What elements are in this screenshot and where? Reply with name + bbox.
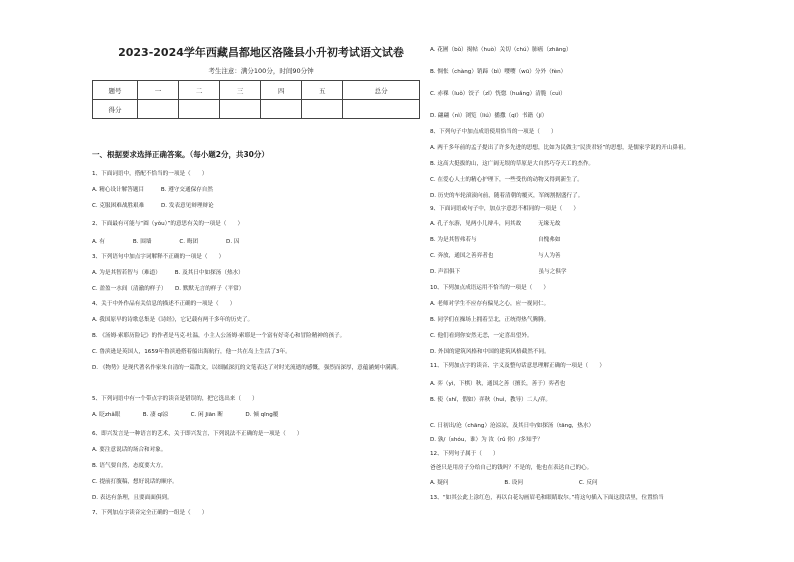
question-line: 4、关于中外作品有关信息的描述不正确的一项是（ ） <box>92 301 236 307</box>
question-line: B. 惆怅（chàng）销蹄（bì）嘤嘤（wū）分外（fèn） <box>430 69 567 75</box>
table-cell: 一 <box>138 81 179 100</box>
score-table-header-row <box>93 81 420 100</box>
question-line: D. 表达有条理，且要面面俱到。 <box>92 495 173 501</box>
question-line: B. 《汤姆·索耶历险记》的作者是马克·吐温，小主人公汤姆·索耶是一个富有好奇心和冒险精神的孩子。 <box>92 333 346 339</box>
question-line: 9、下面词语或句子中，加点字意思不相同的一项是（ ） <box>430 206 579 212</box>
question-line: C. 克服困难战胜艰难 D. 发表意见辩理辩论 <box>92 203 214 209</box>
table-cell: 三 <box>220 81 261 100</box>
table-cell: 得分 <box>93 100 138 119</box>
question-line: A. 眨zhǎ眼 B. 凄 qī凉 C. 闲 Jiān 断 D. 倾 qīng覆 <box>92 412 279 418</box>
table-cell: 五 <box>302 81 343 100</box>
table-cell <box>220 100 261 119</box>
table-cell <box>343 100 420 119</box>
table-cell: 题号 <box>93 81 138 100</box>
question-line: A. 老师对学生不应存有偏见之心，应一视同仁。 <box>430 301 550 307</box>
question-line: A. 疑问 B. 设问 C. 反问 <box>430 480 598 486</box>
question-line: D. 声泪俱下 虽与之俱学 <box>430 269 567 275</box>
question-line: A. 孔子东游，见两小儿辩斗，问其故 无缘无故 <box>430 221 561 227</box>
question-line: B. 这高大挺拔的山，这广阔无垠的草原是大自然巧夺天工的杰作。 <box>430 161 595 167</box>
table-cell <box>179 100 220 119</box>
question-line: A. 精心设计解答题目 B. 遵守交通保存自然 <box>92 187 213 193</box>
question-line: 8、下列句子中加点成语使用恰当的一项是（ ） <box>430 129 557 135</box>
question-line: 12、下列句子属于（ ） <box>430 451 499 457</box>
question-line: B. 为是其智弗若与 自愧弗如 <box>430 237 561 243</box>
question-line: C. 奔放，通国之善弈者也 与人为善 <box>430 253 561 259</box>
exam-notice: 考生注意：满分100分，时间90分钟 <box>208 67 314 75</box>
question-line: C. 在爱心人士的精心护理下，一些受伤的动物又得到新生了。 <box>430 177 583 183</box>
table-cell: 二 <box>179 81 220 100</box>
question-line: 6、即兴发言是一种语言的艺术，关于即兴发言，下列说法不正确的是一项是（ ） <box>92 431 303 437</box>
question-line: 5、下列词语中有一个带点字的读音是错误的，把它选出来（ ） <box>92 396 258 402</box>
table-cell <box>261 100 302 119</box>
question-line: C. 盈盈一水间（清澈的样子） D. 默默无言的样子（平常） <box>92 286 245 292</box>
question-line: A. 为是其智若智与（难道） B. 及其日中如探汤（热水） <box>92 270 244 276</box>
question-line: D. 翩翩（nì）浏览（liú）播撒（qī）书籍（jí） <box>430 113 548 119</box>
question-line: 3、下列语句中加点字词解释不正确的一项是（ ） <box>92 254 225 260</box>
question-line: C. 鲁滨逊是英国人，1659年鲁滨逊搭着船出海航行，他一共在岛上生活了3年。 <box>92 349 291 355</box>
question-line: C. 日初出/沧（chāng）沧凉凉，及其日中/如探汤（tāng，热水） <box>430 423 595 429</box>
question-line: A. 弈（yì，下棋）秋，通国之善（擅长，善于）弈者也 <box>430 381 566 387</box>
question-line: D. 外国的建筑风格和中国的建筑风格截然不同。 <box>430 349 550 355</box>
question-line: B. 语气要自然，态度要大方。 <box>92 463 167 469</box>
question-line: 爸爸只是用房子分给自己的钱吗？不是的，他也在表达自己的心。 <box>430 465 593 471</box>
page-title: 2023-2024学年西藏昌都地区洛隆县小升初考试语文试卷 <box>118 46 404 59</box>
section-heading: 一、根据要求选择正确答案。（每小题2分，共30分） <box>92 150 269 159</box>
question-line: 2、下面最有可能与“圆（yǒu）”的意思有关的一项是（ ） <box>92 221 244 227</box>
table-cell <box>138 100 179 119</box>
score-table-score-row <box>93 100 420 119</box>
question-line: 1、下面词语中，搭配不恰当的一项是（ ） <box>92 171 208 177</box>
question-line: 7、下列加点字读音完全正确的一组是（ ） <box>92 510 208 516</box>
table-cell: 总分 <box>343 81 420 100</box>
question-line: A. 花圃（bǔ）揭帖（huò）关切（chú）肺癌（zhāng） <box>430 47 572 53</box>
question-line: 10、下列加点成语运用不恰当的一项是（ ） <box>430 285 549 291</box>
table-cell <box>302 100 343 119</box>
question-line: D. 历史的车轮滚滚向前，随着清朝的覆灭，军阀割据盛行了。 <box>430 193 584 199</box>
question-line: A. 有 B. 围墙 C. 晦团 D. 囚 <box>92 239 240 245</box>
question-line: 13、“如其公此上涂红色，再以白花勾画眉毛和眼睛取尔。”将这句插入下面这段话里，位置恰当 <box>430 495 664 501</box>
question-line: 11、下列加点字的读音、字义及整句话意思理解正确的一项是（ ） <box>430 363 605 369</box>
score-table <box>92 80 420 119</box>
question-line: D. 《物势》是现代著名作家朱自清的一篇散文，以细腻深沉的文笔表达了对时光流逝的感慨，强烈而深厚，意蕴涵刻中满满。 <box>92 365 402 371</box>
question-line: B. 同学们在操场上拥着呈北，正统得热气腾腾。 <box>430 317 550 323</box>
question-line: D. 孰/（shóu，谁）为 汝（rǔ 你）/多知乎？ <box>430 437 543 443</box>
question-line: C. 赤裸（luǒ）饺子（zǐ）恍惚（huǎng）清脆（cuì） <box>430 91 566 97</box>
question-line: C. 提前打腹稿，想好说话的顺序。 <box>92 479 178 485</box>
question-line: A. 我国原早的诗歌总集是《诗经》，它记载有两千多年的历史了。 <box>92 317 254 323</box>
question-line: A. 要注意说话的场合和对象。 <box>92 447 167 453</box>
question-line: A. 两千多年前的孟子提出了许多先进的思想，比如为民做主“民贵君轻”的思想，是儒家学说的开山鼻祖。 <box>430 145 690 151</box>
question-line: B. 使（shǐ，假如）弈秋（huì，教导）二人/弈。 <box>430 397 552 403</box>
question-line: C. 他们看到你安然无恙，一定喜出望外。 <box>430 333 533 339</box>
table-cell: 四 <box>261 81 302 100</box>
